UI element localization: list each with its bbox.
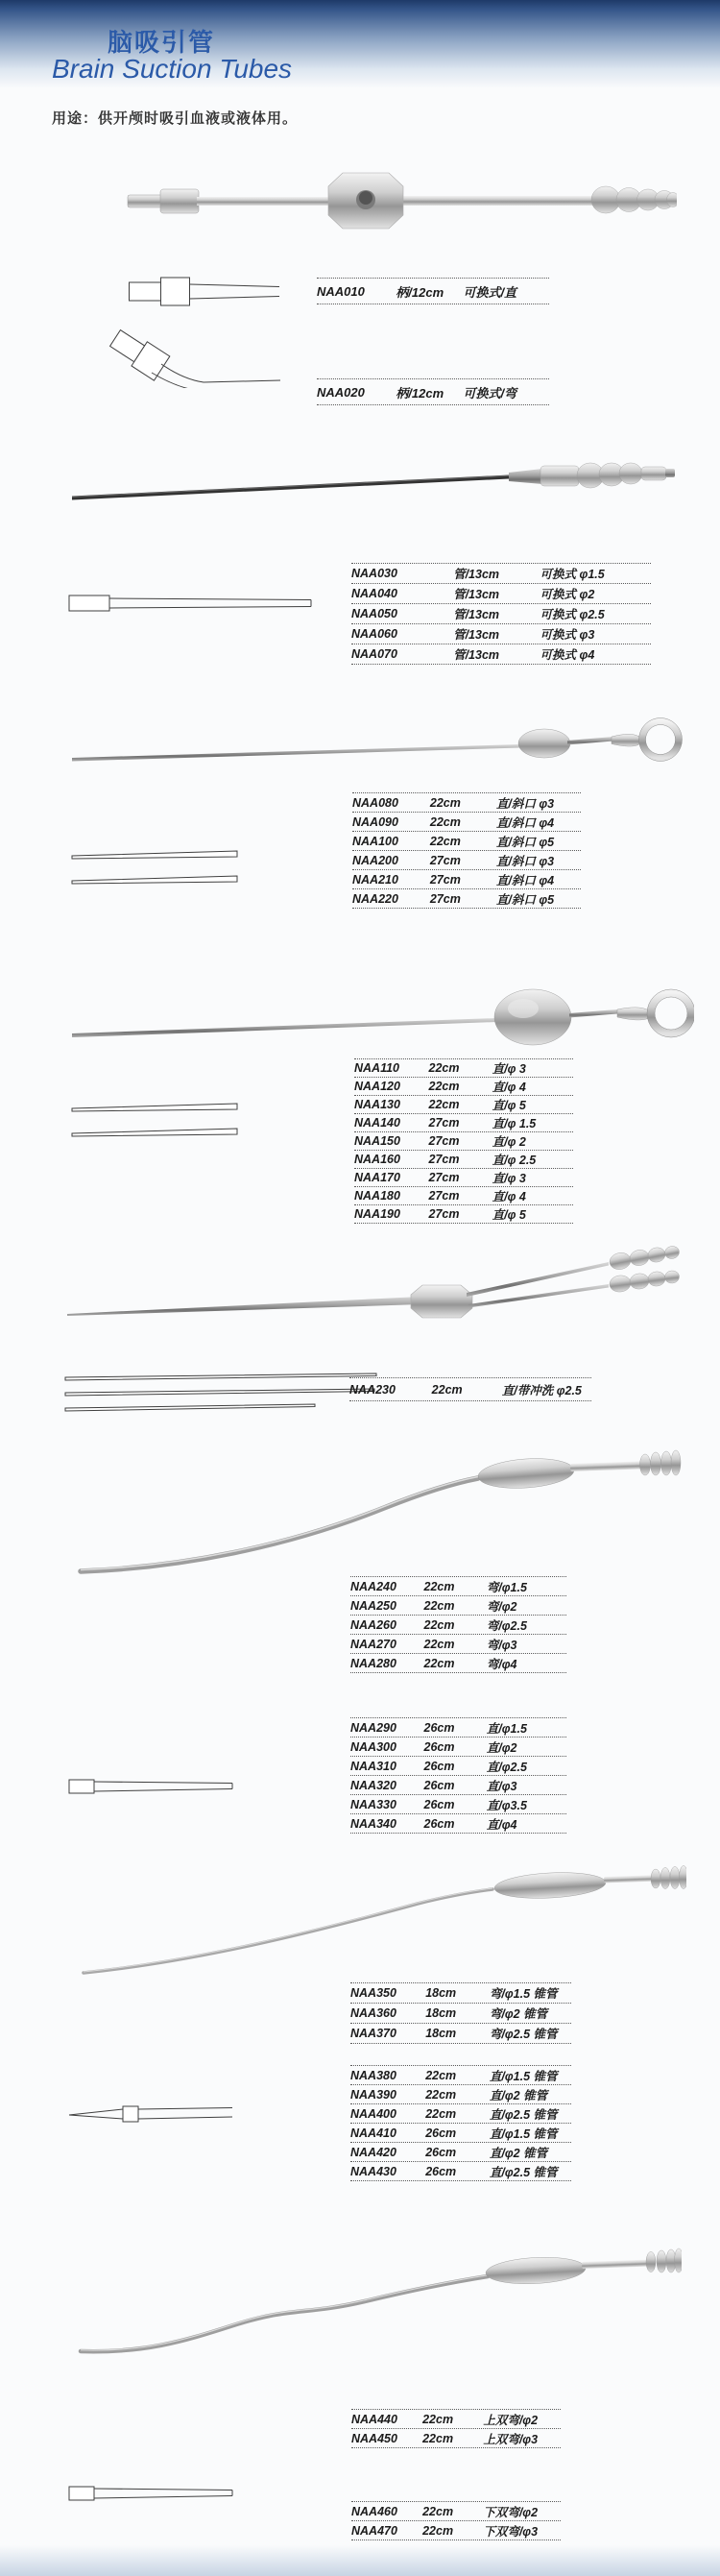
- table-cell-spec: 可换式 φ3: [540, 628, 595, 642]
- table-cell-spec: 弯/φ2 锥管: [489, 2007, 548, 2021]
- table-cell-size: 22cm: [431, 1382, 463, 1397]
- table-cell-model: NAA020: [317, 384, 365, 400]
- table-cell-model: NAA280: [350, 1656, 396, 1670]
- pointed-taper-tube-line-drawing: [67, 2100, 235, 2128]
- table-cell-spec: 直/φ1.5 锥管: [489, 2126, 558, 2141]
- spec-table-naa110-190: [354, 1058, 573, 1224]
- table-cell-spec: 可换式 φ4: [540, 648, 595, 662]
- table-cell-size: 27cm: [429, 891, 461, 906]
- table-cell-model: NAA400: [350, 2106, 396, 2121]
- table-cell-model: NAA150: [354, 1134, 400, 1148]
- table-row: [354, 1114, 573, 1132]
- table-cell-model: NAA290: [350, 1720, 396, 1735]
- table-cell-spec: 可换式/直: [463, 284, 517, 300]
- table-cell-size: 27cm: [428, 1189, 460, 1203]
- table-cell-size: 22cm: [422, 2412, 454, 2426]
- table-cell-spec: 直/φ 4: [492, 1081, 526, 1094]
- table-row: [350, 1577, 566, 1596]
- collared-tube-line-drawing: [67, 1773, 235, 1800]
- table-cell-size: 22cm: [422, 2523, 454, 2538]
- table-row: [354, 1187, 573, 1205]
- spec-table-naa240-280: [350, 1576, 566, 1673]
- table-cell-model: NAA160: [354, 1153, 400, 1166]
- table-cell-spec: 直/斜口 φ4: [495, 873, 555, 887]
- table-cell-model: NAA370: [350, 2027, 396, 2040]
- table-cell-size: 27cm: [428, 1134, 460, 1148]
- table-cell-size: 管/13cm: [453, 628, 500, 642]
- table-row: [350, 2085, 571, 2104]
- table-cell-model: NAA310: [350, 1759, 396, 1773]
- table-cell-spec: 下双弯/φ3: [483, 2524, 539, 2539]
- table-cell-size: 27cm: [428, 1171, 460, 1184]
- table-row: [352, 889, 581, 909]
- table-cell-size: 26cm: [425, 2145, 457, 2159]
- table-cell-spec: 直/φ 2.5: [492, 1154, 537, 1167]
- table-cell-spec: 直/φ2.5: [486, 1760, 527, 1774]
- table-row: [354, 1151, 573, 1169]
- table-cell-spec: 直/斜口 φ3: [495, 854, 555, 868]
- table-cell-size: 柄/12cm: [396, 284, 444, 300]
- table-cell-model: NAA450: [351, 2431, 397, 2445]
- table-cell-size: 18cm: [425, 2027, 457, 2040]
- table-row: [350, 2162, 571, 2181]
- table-cell-model: NAA420: [350, 2145, 396, 2159]
- table-cell-model: NAA090: [352, 814, 398, 829]
- table-cell-model: NAA460: [351, 2504, 397, 2518]
- table-cell-model: NAA270: [350, 1637, 396, 1651]
- table-cell-size: 管/13cm: [453, 568, 500, 581]
- table-cell-model: NAA200: [352, 853, 398, 867]
- table-cell-spec: 弯/φ3: [486, 1638, 517, 1652]
- table-row: [354, 1169, 573, 1187]
- table-cell-spec: 直/φ2: [486, 1740, 517, 1755]
- table-cell-model: NAA350: [350, 1986, 396, 2000]
- table-row: [349, 1378, 591, 1401]
- table-cell-spec: 直/斜口 φ3: [495, 796, 555, 811]
- table-row: [350, 1814, 566, 1834]
- table-row: [351, 2521, 561, 2540]
- table-row: [350, 2004, 571, 2024]
- table-cell-size: 管/13cm: [453, 648, 500, 662]
- table-row: [350, 1635, 566, 1654]
- table-cell-size: 22cm: [422, 2431, 454, 2445]
- table-cell-size: 柄/12cm: [396, 385, 444, 401]
- table-cell-spec: 直/φ 1.5: [492, 1117, 537, 1130]
- three-thin-tubes-line-drawing: [63, 1372, 382, 1418]
- table-cell-size: 27cm: [428, 1153, 460, 1166]
- table-cell-spec: 弯/φ4: [486, 1657, 517, 1671]
- table-row: [317, 279, 549, 304]
- table-cell-model: NAA210: [352, 872, 398, 887]
- table-row: [350, 2066, 571, 2085]
- table-row: [351, 624, 651, 644]
- table-row: [352, 870, 581, 889]
- table-cell-model: NAA180: [354, 1189, 400, 1203]
- spec-table-naa350-370: [350, 1982, 571, 2044]
- table-cell-model: NAA390: [350, 2087, 396, 2102]
- table-cell-size: 22cm: [425, 2087, 457, 2102]
- table-cell-size: 22cm: [423, 1617, 455, 1632]
- table-cell-size: 27cm: [428, 1116, 460, 1130]
- table-cell-size: 22cm: [423, 1579, 455, 1593]
- table-row: [354, 1096, 573, 1114]
- purpose-text: 用途：供开颅时吸引血液或液体用。: [52, 110, 299, 127]
- table-cell-size: 管/13cm: [453, 608, 500, 621]
- table-cell-spec: 直/φ2 锥管: [489, 2146, 548, 2160]
- table-cell-model: NAA250: [350, 1598, 396, 1613]
- table-cell-size: 27cm: [429, 872, 461, 887]
- table-cell-spec: 弯/φ2: [486, 1599, 517, 1614]
- table-row: [350, 1596, 566, 1616]
- table-cell-spec: 直/φ1.5 锥管: [489, 2069, 558, 2083]
- table-cell-model: NAA140: [354, 1116, 400, 1130]
- table-row: [350, 1795, 566, 1814]
- table-cell-model: NAA470: [351, 2523, 397, 2538]
- table-cell-spec: 直/φ 5: [492, 1099, 526, 1112]
- table-cell-spec: 直/φ 2: [492, 1135, 526, 1149]
- table-cell-model: NAA080: [352, 795, 398, 810]
- table-row: [352, 832, 581, 851]
- page-header: [0, 0, 720, 88]
- table-cell-model: NAA240: [350, 1579, 396, 1593]
- table-cell-spec: 弯/φ1.5: [486, 1580, 527, 1594]
- angled-tip-line-drawing: [102, 309, 284, 388]
- table-cell-model: NAA330: [350, 1797, 396, 1811]
- table-cell-model: NAA070: [351, 647, 397, 661]
- table-row: [350, 2104, 571, 2124]
- spec-table-naa230: [349, 1377, 591, 1401]
- table-row: [352, 813, 581, 832]
- table-cell-model: NAA300: [350, 1739, 396, 1754]
- table-row: [350, 1654, 566, 1673]
- table-cell-spec: 直/φ3.5: [486, 1798, 527, 1812]
- table-row: [350, 1757, 566, 1776]
- two-thin-tubes-line-drawing: [70, 1101, 243, 1151]
- spec-table-naa460-470: [351, 2501, 561, 2540]
- table-cell-model: NAA010: [317, 283, 365, 299]
- table-row: [351, 2429, 561, 2448]
- table-cell-spec: 可换式 φ2: [540, 588, 595, 601]
- round-bulb-ring-handle-photo: [72, 970, 694, 1068]
- table-cell-model: NAA340: [350, 1816, 396, 1831]
- table-row: [354, 1205, 573, 1224]
- table-row: [350, 2024, 571, 2044]
- table-cell-model: NAA130: [354, 1098, 400, 1111]
- page-title-zh: 脑吸引管: [108, 28, 216, 57]
- table-cell-model: NAA220: [352, 891, 398, 906]
- table-cell-spec: 上双弯/φ3: [483, 2432, 539, 2446]
- table-row: [350, 1983, 571, 2004]
- table-row: [351, 564, 651, 584]
- table-cell-model: NAA030: [351, 567, 397, 580]
- table-cell-spec: 直/φ2.5 锥管: [489, 2165, 558, 2179]
- table-cell-size: 22cm: [423, 1656, 455, 1670]
- table-cell-model: NAA120: [354, 1080, 400, 1093]
- table-cell-size: 26cm: [425, 2164, 457, 2178]
- table-cell-model: NAA100: [352, 834, 398, 848]
- table-cell-model: NAA050: [351, 607, 397, 620]
- table-cell-model: NAA360: [350, 2006, 396, 2020]
- table-row: [351, 2410, 561, 2429]
- table-cell-size: 22cm: [423, 1598, 455, 1613]
- table-cell-size: 18cm: [425, 1986, 457, 2000]
- table-cell-size: 26cm: [423, 1797, 455, 1811]
- table-row: [352, 793, 581, 813]
- table-cell-size: 27cm: [429, 853, 461, 867]
- table-cell-size: 26cm: [423, 1739, 455, 1754]
- table-row: [354, 1132, 573, 1151]
- spec-table-naa380-430: [350, 2065, 571, 2181]
- table-cell-model: NAA040: [351, 587, 397, 600]
- table-cell-model: NAA440: [351, 2412, 397, 2426]
- table-cell-size: 26cm: [423, 1816, 455, 1831]
- spec-table-naa290-340: [350, 1717, 566, 1834]
- curved-taper-tube-photo: [82, 1854, 686, 1981]
- page-footer-band: [0, 2545, 720, 2576]
- table-cell-size: 管/13cm: [453, 588, 500, 601]
- table-cell-model: NAA060: [351, 627, 397, 641]
- table-row: [354, 1059, 573, 1078]
- table-cell-spec: 弯/φ1.5 锥管: [489, 1987, 558, 2001]
- table-cell-spec: 直/φ 3: [492, 1062, 526, 1076]
- table-cell-model: NAA110: [354, 1061, 400, 1075]
- table-cell-spec: 直/φ 4: [492, 1190, 526, 1203]
- spec-table-naa020: [317, 378, 549, 405]
- spec-table-naa440-450: [351, 2409, 561, 2448]
- tube-outline-line-drawing: [67, 591, 315, 620]
- table-row: [354, 1078, 573, 1096]
- table-cell-size: 22cm: [428, 1080, 460, 1093]
- table-row: [350, 1776, 566, 1795]
- table-cell-spec: 直/φ 5: [492, 1208, 526, 1222]
- table-cell-spec: 直/φ2 锥管: [489, 2088, 548, 2102]
- table-row: [352, 851, 581, 870]
- table-cell-size: 22cm: [425, 2106, 457, 2121]
- page-title-en: Brain Suction Tubes: [52, 54, 293, 84]
- table-cell-size: 26cm: [423, 1720, 455, 1735]
- table-row: [351, 584, 651, 604]
- table-cell-size: 22cm: [423, 1637, 455, 1651]
- table-cell-size: 22cm: [422, 2504, 454, 2518]
- table-row: [350, 1616, 566, 1635]
- table-row: [350, 1718, 566, 1738]
- table-cell-spec: 直/斜口 φ5: [495, 835, 555, 849]
- double-curved-suction-tube-photo: [77, 2223, 682, 2359]
- collared-tube-line-drawing: [67, 2480, 235, 2507]
- table-cell-model: NAA380: [350, 2068, 396, 2082]
- table-row: [350, 2143, 571, 2162]
- table-cell-model: NAA320: [350, 1778, 396, 1792]
- spec-table-naa010: [317, 278, 549, 304]
- table-cell-size: 22cm: [429, 834, 461, 848]
- table-row: [351, 604, 651, 624]
- spec-table-naa080-220: [352, 792, 581, 909]
- table-cell-size: 18cm: [425, 2006, 457, 2020]
- table-cell-model: NAA190: [354, 1207, 400, 1221]
- table-cell-spec: 弯/φ2.5 锥管: [489, 2028, 558, 2041]
- table-cell-model: NAA410: [350, 2126, 396, 2140]
- table-cell-size: 22cm: [425, 2068, 457, 2082]
- table-cell-model: NAA430: [350, 2164, 396, 2178]
- table-cell-size: 27cm: [428, 1207, 460, 1221]
- straight-suction-tube-hex-hub-photo: [72, 161, 677, 238]
- table-cell-size: 22cm: [429, 814, 461, 829]
- table-cell-spec: 直/φ4: [486, 1817, 517, 1832]
- table-cell-spec: 直/斜口 φ4: [495, 815, 555, 830]
- spec-table-naa030-070: [351, 563, 651, 665]
- table-cell-spec: 直/带冲洗 φ2.5: [501, 1383, 582, 1397]
- table-cell-spec: 直/φ 3: [492, 1172, 526, 1185]
- table-cell-size: 26cm: [425, 2126, 457, 2140]
- table-row: [317, 379, 549, 405]
- table-cell-spec: 直/斜口 φ5: [495, 892, 555, 907]
- table-cell-size: 22cm: [428, 1061, 460, 1075]
- table-cell-spec: 直/φ1.5: [486, 1721, 527, 1736]
- table-cell-spec: 弯/φ2.5: [486, 1618, 527, 1633]
- table-cell-spec: 可换式 φ2.5: [540, 608, 605, 621]
- table-cell-size: 26cm: [423, 1778, 455, 1792]
- table-row: [351, 2502, 561, 2521]
- curved-suction-tube-photo: [77, 1423, 682, 1579]
- olive-bulb-ring-handle-photo: [72, 694, 684, 783]
- table-cell-spec: 可换式/弯: [463, 385, 517, 401]
- irrigation-fork-suction-photo: [65, 1239, 680, 1369]
- straight-tip-line-drawing: [128, 274, 281, 308]
- table-row: [350, 2124, 571, 2143]
- table-cell-spec: 直/φ2.5 锥管: [489, 2107, 558, 2122]
- table-cell-size: 22cm: [428, 1098, 460, 1111]
- two-thin-tubes-line-drawing: [70, 848, 243, 898]
- table-cell-spec: 下双弯/φ2: [483, 2505, 539, 2519]
- table-row: [351, 644, 651, 665]
- table-cell-size: 22cm: [429, 795, 461, 810]
- table-cell-model: NAA170: [354, 1171, 400, 1184]
- interchangeable-tube-dark-shaft-photo: [72, 437, 677, 519]
- table-cell-model: NAA260: [350, 1617, 396, 1632]
- table-cell-spec: 直/φ3: [486, 1779, 517, 1793]
- table-cell-spec: 可换式 φ1.5: [540, 568, 605, 581]
- table-cell-size: 26cm: [423, 1759, 455, 1773]
- table-cell-model: NAA230: [349, 1382, 396, 1397]
- table-row: [350, 1738, 566, 1757]
- table-cell-spec: 上双弯/φ2: [483, 2413, 539, 2427]
